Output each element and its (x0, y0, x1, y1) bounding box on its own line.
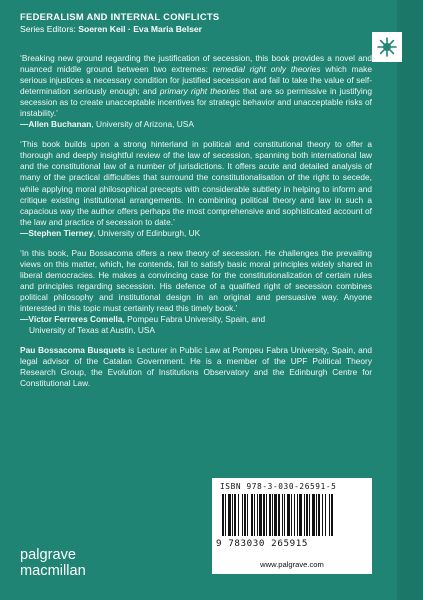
quote-text (20, 53, 372, 119)
series-logo-icon (372, 32, 402, 62)
endorsement-quote-1 (20, 53, 372, 130)
series-editors (20, 24, 202, 34)
quote-text: ‘This book builds upon a strong hinterland in political and constitutional theory to offer a thorough and deeply insightful review of the law of secession, spanning both international law and the constitutional law of a number of jurisdictions. It offers acute and detailed analysis of many of the practical difficulties that surround the constitutionalisation of the right to secede, while applying moral philosophical precepts with considerable subtlety in helping to inform and critique existing institutional arrangements. In combining political theory and law in such a capacious way the author offers perhaps the most comprehensive and sophisticated account of the law and practice of secession to date.’ (20, 139, 372, 227)
bio-author-name: Pau Bossacoma Busquets (20, 345, 126, 356)
quote-text: ‘In this book, Pau Bossacoma offers a new theory of secession. He challenges the prevailing views on this matter, which, he contends, fail to satisfy basic moral principles widely shared in liberal democracies. He makes a convincing case for the constitutionalization of certain rules and principles regarding secession. His defence of a qualified right of secession combines political philosophy and institutional design in an original and persuasive way. Anyone interested in this topic must certainly read this timely book.’ (20, 247, 372, 313)
publisher-name-line2: macmillan (20, 562, 86, 579)
barcode-digits: 9 783030 265915 (216, 538, 308, 549)
barcode-icon (220, 494, 364, 538)
series-editors-names: Soeren Keil · Eva Maria Belser (78, 24, 202, 34)
endorsement-quote-3 (20, 248, 372, 336)
quote-attribution (20, 314, 372, 325)
quote-affiliation: , Pompeu Fabra University, Spain, and (122, 314, 266, 325)
quote-affiliation-continued: University of Texas at Austin, USA (29, 325, 155, 336)
quote-affiliation: , University of Arizona, USA (91, 119, 194, 130)
back-cover-text (20, 53, 372, 389)
bio-text: is Lecturer in Public Law at Pompeu Fabra University, Spain, and legal advisor of the Catalan Government. He is a member of the UPF Political Theory Research Group, the Evolution of Institutions Observatory and the Edinburgh Centre for Constitutional Law. (20, 345, 373, 389)
publisher-name-line1: palgrave (20, 547, 76, 563)
series-editors-label: Series Editors: (20, 24, 76, 34)
endorsement-quote-2 (20, 139, 372, 238)
quote-text-italic: remedial right only theories (212, 64, 321, 75)
quote-author: —Víctor Ferreres Comella (20, 314, 123, 325)
quote-text-segment: which make serious injustices a necessary condition for justified secession and fail to take the value of self-determination seriously enough; and (20, 64, 372, 97)
author-bio (20, 345, 372, 389)
book-spine (397, 0, 423, 600)
quote-text-segment: ‘Breaking new ground regarding the justification of secession, this book provides a novel and nuanced middle ground between two extremes: (20, 53, 372, 75)
quote-attribution (20, 119, 372, 130)
isbn-barcode-box (212, 478, 372, 574)
quote-author: —Stephen Tierney (20, 227, 94, 238)
asterisk-flower-icon (376, 36, 398, 58)
isbn-number: ISBN 978-3-030-26591-5 (220, 482, 337, 491)
series-title: FEDERALISM AND INTERNAL CONFLICTS (20, 11, 220, 22)
quote-author: —Allen Buchanan (20, 119, 92, 130)
quote-text-italic: primary right theories (159, 86, 240, 97)
publisher-logo (20, 548, 86, 579)
quote-attribution (20, 228, 372, 239)
quote-affiliation: , University of Edinburgh, UK (93, 227, 201, 238)
publisher-url: www.palgrave.com (260, 560, 324, 569)
quote-text-segment: that are so permissive in justifying secession as to create unacceptable incentives for strategic behavior and unacceptable risks of instability.’ (20, 86, 372, 119)
